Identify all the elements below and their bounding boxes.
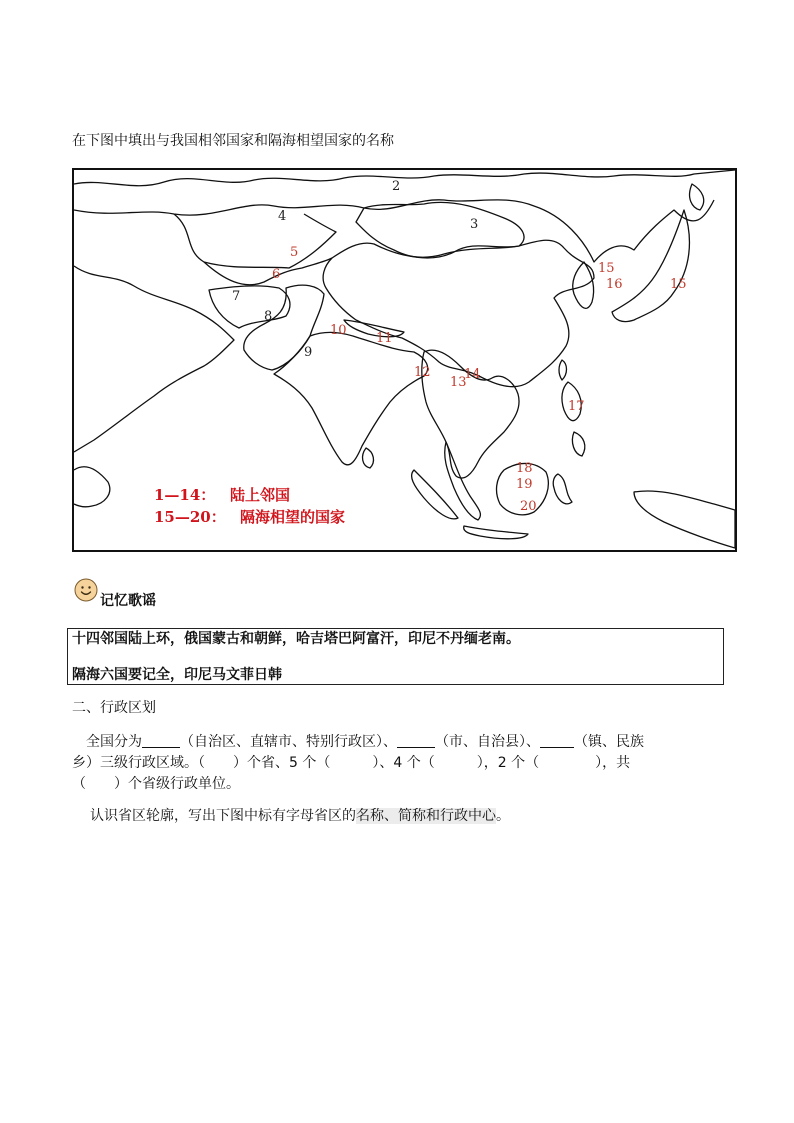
map-label-7: 7 [232, 289, 241, 304]
map-instruction: 在下图中填出与我国相邻国家和隔海相望国家的名称 [72, 133, 394, 149]
p2-end: 。 [496, 808, 510, 824]
section-heading: 二、行政区划 [72, 700, 156, 716]
map-label-4: 4 [278, 209, 287, 224]
blank-3[interactable] [540, 733, 574, 748]
question-line-3: （ ）个省级行政单位。 [72, 776, 240, 792]
map-label-9: 9 [304, 345, 313, 360]
blank-2[interactable] [397, 733, 435, 748]
map-label-12: 12 [414, 365, 431, 380]
map-label-14: 14 [464, 367, 481, 382]
question-paragraph [72, 732, 722, 795]
q1-text-d: （镇、民族 [574, 734, 644, 750]
p2-text: 认识省区轮廓，写出下图中标有字母省区的 [90, 808, 356, 824]
song-line-2: 隔海六国要记全，印尼马文菲日韩 [72, 667, 282, 683]
map-label-18: 18 [516, 461, 533, 476]
map-label-2: 2 [392, 179, 401, 194]
q1-text-c: （市、自治县）、 [435, 734, 540, 750]
asia-map [72, 168, 737, 552]
map-label-10: 10 [330, 323, 347, 338]
legend-text-1: 陆上邻国 [230, 486, 291, 504]
p2-highlight: 名称、简称和行政中心 [356, 808, 496, 824]
map-label-16: 16 [606, 277, 623, 292]
legend-range-2: 15—20： [154, 508, 226, 526]
song-line-1: 十四邻国陆上环，俄国蒙古和朝鲜，哈吉塔巴阿富汗，印尼不丹缅老南。 [72, 631, 520, 647]
song-box [67, 628, 724, 685]
song-title: 记忆歌谣 [100, 593, 156, 609]
smiley-face-icon [74, 578, 98, 602]
map-label-6: 6 [272, 267, 281, 282]
map-label-15-b: 15 [670, 277, 687, 292]
blank-1[interactable] [142, 733, 180, 748]
map-label-11: 11 [376, 331, 393, 346]
instruction-paragraph [90, 806, 510, 827]
map-label-20: 20 [520, 499, 537, 514]
map-label-17: 17 [568, 399, 585, 414]
question-line-2: 乡）三级行政区域。（ ）个省、5 个（ ）、4 个（ ），2 个（ ），共 [72, 755, 631, 771]
map-label-15-a: 15 [598, 261, 615, 276]
q1-text-a: 全国分为 [86, 734, 142, 750]
map-label-19: 19 [516, 477, 533, 492]
map-label-13: 13 [450, 375, 467, 390]
map-label-3: 3 [470, 217, 479, 232]
map-label-5: 5 [290, 245, 299, 260]
map-labels-layer [74, 170, 735, 550]
q1-text-b: （自治区、直辖市、特别行政区）、 [180, 734, 397, 750]
map-label-8: 8 [264, 309, 273, 324]
question-line-1 [72, 732, 722, 753]
legend-range-1: 1—14： [154, 486, 216, 504]
legend-text-2: 隔海相望的国家 [240, 508, 346, 526]
